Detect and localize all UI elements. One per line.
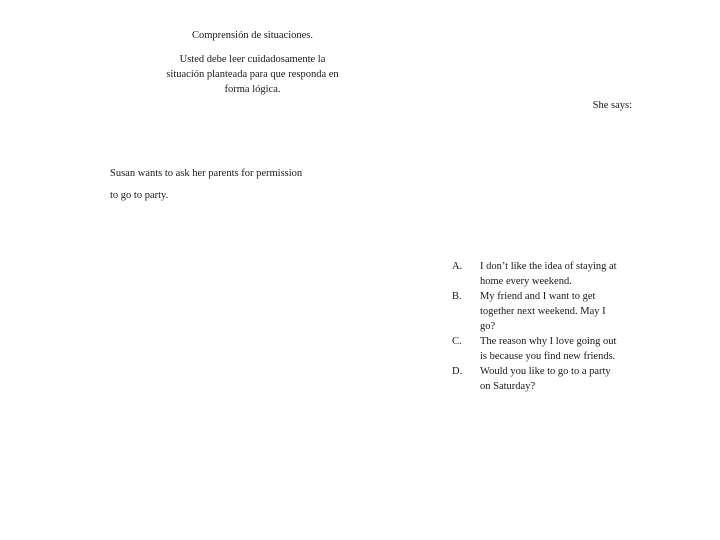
option-letter: B. [452, 291, 462, 302]
option-text: The reason why I love going out is because you find new friends. [480, 336, 617, 362]
option-text: My friend and I want to get together next weekend. May I go? [480, 291, 606, 332]
option-letter: C. [452, 336, 462, 347]
option-text: Would you like to go to a party on Saturday? [480, 366, 611, 392]
option-d[interactable] [452, 364, 627, 394]
option-c[interactable] [452, 334, 627, 364]
answer-options [452, 259, 627, 394]
page-title: Comprensión de situaciones. [191, 30, 314, 41]
option-text: I don’t like the idea of staying at home every weekend. [480, 261, 617, 287]
option-a[interactable] [452, 259, 627, 289]
instructions-text: Usted debe leer cuidadosamente la situación planteada para que responda en forma lógica. [166, 54, 339, 95]
option-b[interactable] [452, 289, 627, 334]
option-letter: D. [452, 366, 463, 377]
situation-text: Susan wants to ask her parents for permission to go to party. [110, 168, 303, 201]
prompt-label: She says: [592, 100, 632, 111]
option-letter: A. [452, 261, 463, 272]
